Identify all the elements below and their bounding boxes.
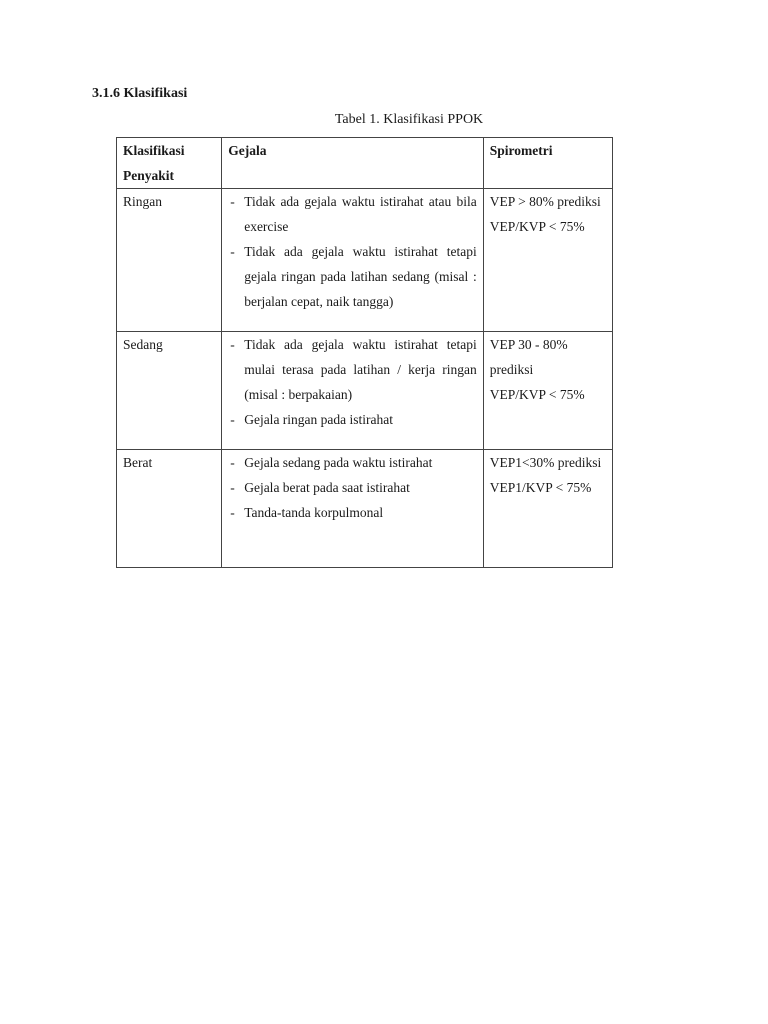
gejala-list <box>228 189 477 314</box>
table-row <box>117 189 613 332</box>
cell-klasifikasi: Sedang <box>117 332 222 450</box>
gejala-item: - Tidak ada gejala waktu istirahat tetapi gejala ringan pada latihan sedang (misal : berjalan cepat, naik tangga) <box>228 239 477 314</box>
section-heading: 3.1.6 Klasifikasi <box>92 86 188 101</box>
gejala-item: - Gejala sedang pada waktu istirahat <box>228 450 477 475</box>
gejala-item: - Tanda-tanda korpulmonal <box>228 500 477 525</box>
classification-table <box>116 137 613 568</box>
cell-klasifikasi: Berat <box>117 450 222 568</box>
cell-gejala <box>222 332 484 450</box>
gejala-item: - Tidak ada gejala waktu istirahat tetapi mulai terasa pada latihan / kerja ringan (misal : berpakaian) <box>228 332 477 407</box>
header-spirometri: Spirometri <box>483 138 612 189</box>
cell-spirometri <box>483 450 612 568</box>
cell-klasifikasi: Ringan <box>117 189 222 332</box>
cell-gejala <box>222 450 484 568</box>
spirometri-line: VEP/KVP < 75% <box>489 219 585 234</box>
gejala-list <box>228 450 477 525</box>
table-row <box>117 332 613 450</box>
spirometri-line: VEP/KVP < 75% <box>489 387 585 402</box>
cell-gejala <box>222 189 484 332</box>
gejala-item: - Gejala berat pada saat istirahat <box>228 475 477 500</box>
gejala-item: - Tidak ada gejala waktu istirahat atau bila exercise <box>228 189 477 239</box>
table-row <box>117 450 613 568</box>
spirometri-line: VEP 30 - 80% prediksi <box>489 337 568 377</box>
cell-spirometri <box>483 189 612 332</box>
gejala-item: - Gejala ringan pada istirahat <box>228 407 477 432</box>
spirometri-line: VEP > 80% prediksi <box>489 194 601 209</box>
cell-spirometri <box>483 332 612 450</box>
table-header-row <box>117 138 613 189</box>
spirometri-line: VEP1/KVP < 75% <box>489 480 592 495</box>
header-gejala: Gejala <box>222 138 484 189</box>
gejala-list <box>228 332 477 432</box>
table-caption: Tabel 1. Klasifikasi PPOK <box>334 112 484 127</box>
header-klasifikasi: Klasifikasi Penyakit <box>117 138 222 189</box>
spirometri-line: VEP1<30% prediksi <box>489 455 602 470</box>
